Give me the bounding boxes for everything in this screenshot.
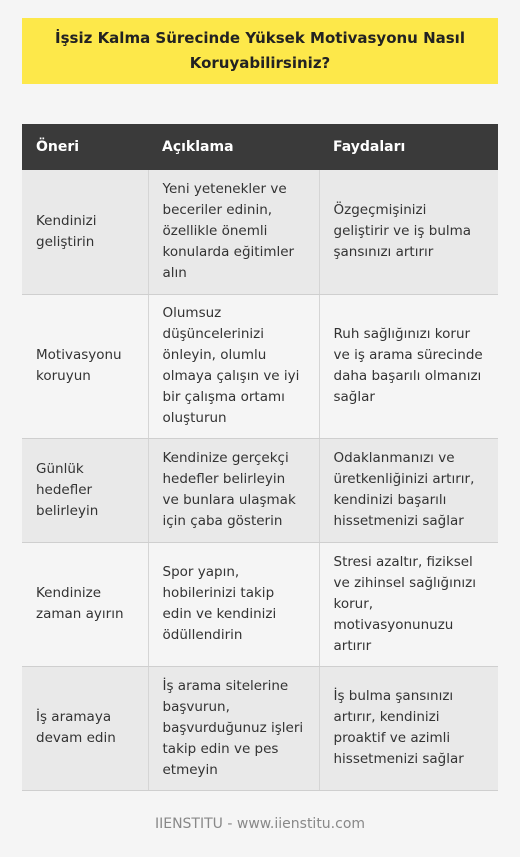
cell-aciklama: Spor yapın, hobilerinizi takip edin ve kendinizi ödüllendirin <box>148 542 319 666</box>
cell-aciklama: Olumsuz düşüncelerinizi önleyin, olumlu olmaya çalışın ve iyi bir çalışma ortamı oluşturun <box>148 294 319 438</box>
cell-oneri: İş aramaya devam edin <box>22 666 148 790</box>
cell-faydalari: Stresi azaltır, fiziksel ve zihinsel sağlığınızı korur, motivasyonunuzu artırır <box>319 542 498 666</box>
cell-aciklama: Kendinize gerçekçi hedefler belirleyin ve bunlara ulaşmak için çaba gösterin <box>148 438 319 542</box>
table-row <box>22 542 498 666</box>
header-aciklama: Açıklama <box>148 124 319 170</box>
cell-oneri: Günlük hedefler belirleyin <box>22 438 148 542</box>
header-faydalari: Faydaları <box>319 124 498 170</box>
cell-aciklama: Yeni yetenekler ve beceriler edinin, özellikle önemli konularda eğitimler alın <box>148 170 319 294</box>
cell-aciklama: İş arama sitelerine başvurun, başvurduğunuz işleri takip edin ve pes etmeyin <box>148 666 319 790</box>
table-row <box>22 170 498 294</box>
table-row <box>22 294 498 438</box>
footer-credit: IIENSTITU - www.iienstitu.com <box>154 816 366 832</box>
cell-oneri: Motivasyonu koruyun <box>22 294 148 438</box>
table-row <box>22 666 498 790</box>
cell-oneri: Kendinizi geliştirin <box>22 170 148 294</box>
header-oneri: Öneri <box>22 124 148 170</box>
cell-faydalari: Odaklanmanızı ve üretkenliğinizi artırır, kendinizi başarılı hissetmenizi sağlar <box>319 438 498 542</box>
table-row <box>22 438 498 542</box>
cell-faydalari: Ruh sağlığınızı korur ve iş arama sürecinde daha başarılı olmanızı sağlar <box>319 294 498 438</box>
table-header-row <box>22 124 498 170</box>
cell-faydalari: İş bulma şansınızı artırır, kendinizi proaktif ve azimli hissetmenizi sağlar <box>319 666 498 790</box>
page-title: İşsiz Kalma Sürecinde Yüksek Motivasyonu Nasıl Koruyabilirsiniz? <box>22 18 498 84</box>
tips-table <box>22 124 498 791</box>
cell-oneri: Kendinize zaman ayırın <box>22 542 148 666</box>
cell-faydalari: Özgeçmişinizi geliştirir ve iş bulma şansınızı artırır <box>319 170 498 294</box>
